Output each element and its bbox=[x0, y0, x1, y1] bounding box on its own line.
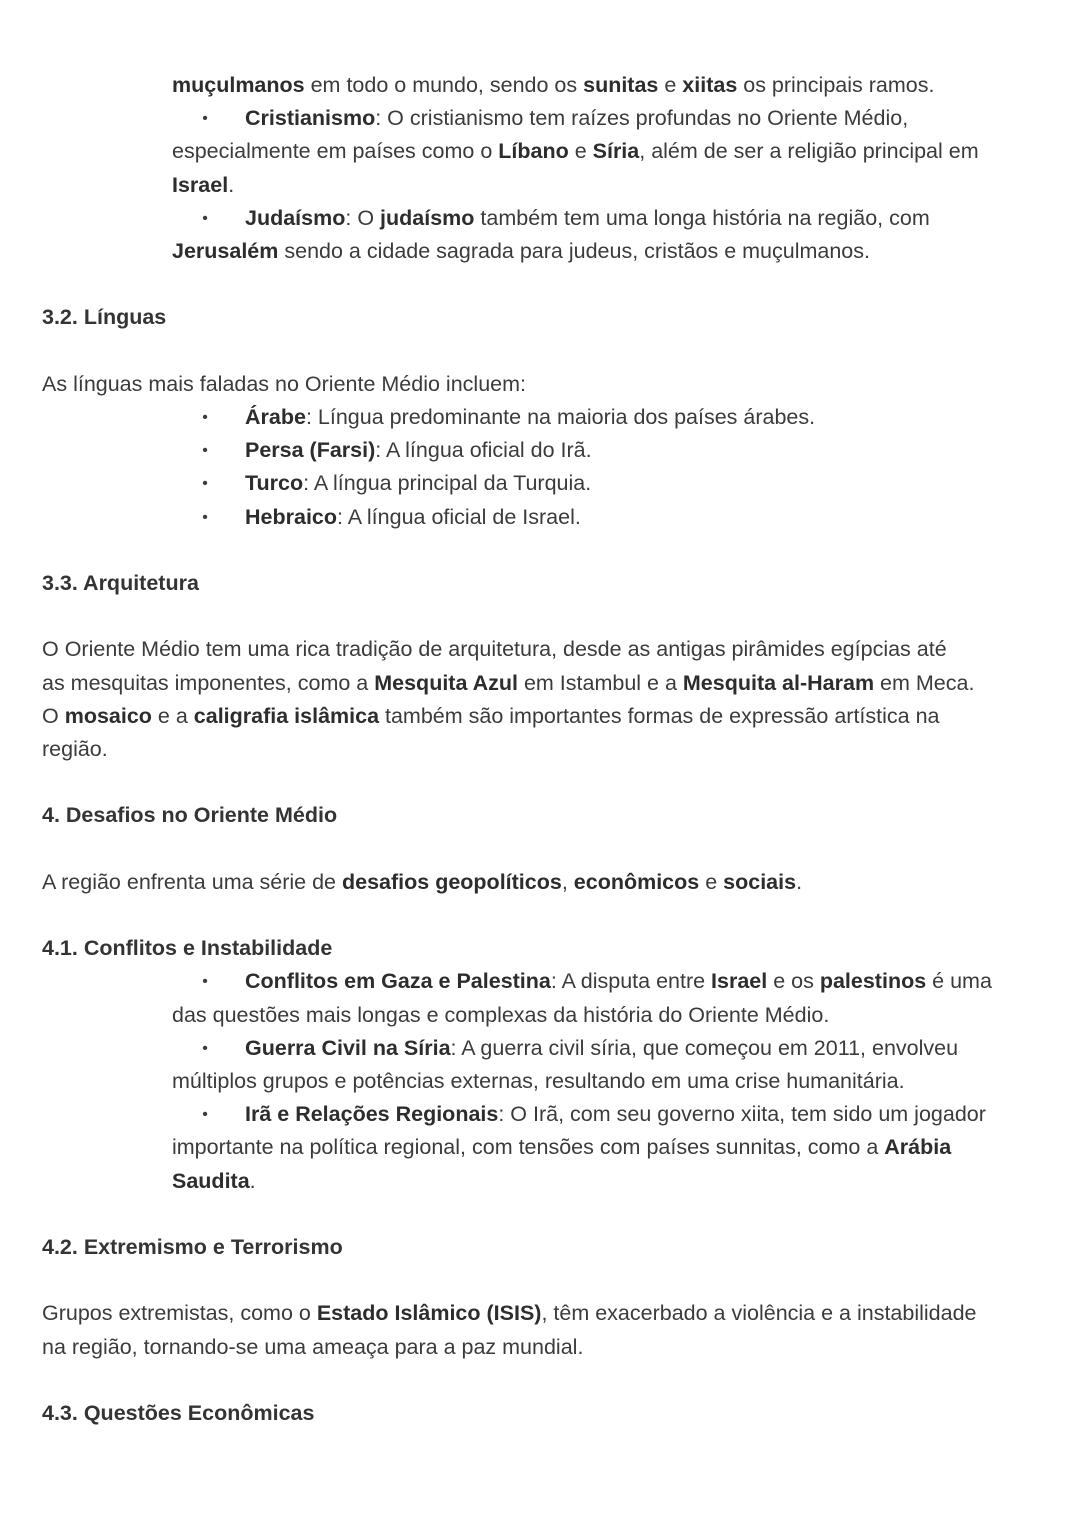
paragraph-line bbox=[42, 733, 1038, 766]
text-run: e bbox=[568, 139, 593, 164]
bullet-icon: • bbox=[202, 508, 208, 526]
text-run: : O bbox=[345, 205, 381, 230]
bullet-icon: • bbox=[202, 973, 208, 991]
bold-term: Síria bbox=[592, 139, 640, 164]
religion-line-continuation bbox=[42, 69, 1038, 102]
bold-term: Mesquita al-Haram bbox=[682, 670, 875, 695]
languages-intro: As línguas mais faladas no Oriente Médio incluem: bbox=[42, 371, 526, 396]
paragraph-line bbox=[42, 1331, 1038, 1364]
text-run: também tem uma longa história na região, com bbox=[474, 205, 930, 230]
religion-section-tail bbox=[42, 69, 1038, 268]
list-item bbox=[42, 102, 1038, 202]
list-item-language bbox=[42, 401, 1038, 434]
list-item-language bbox=[42, 501, 1038, 534]
language-term: Turco bbox=[245, 471, 304, 496]
bold-term: Cristianismo bbox=[245, 106, 376, 131]
bold-term: sociais bbox=[723, 869, 797, 894]
list-item-first-line bbox=[172, 102, 1038, 135]
paragraph-line bbox=[42, 700, 1038, 733]
text-run: também são importantes formas de expressão artística na bbox=[379, 703, 940, 728]
architecture-paragraph bbox=[42, 633, 1038, 766]
list-item-continuation bbox=[172, 1131, 1038, 1164]
bold-term: Líbano bbox=[498, 139, 569, 164]
bold-term: xiitas bbox=[682, 73, 738, 97]
text-run: , têm exacerbado a violência e a instabilidade bbox=[541, 1301, 977, 1326]
text-run: , bbox=[561, 869, 574, 894]
bullet-icon: • bbox=[202, 1039, 208, 1057]
text-run: A região enfrenta uma série de bbox=[42, 869, 342, 894]
bold-term: Israel bbox=[172, 172, 229, 197]
bold-term: Judaísmo bbox=[245, 205, 346, 230]
bold-term: Saudita bbox=[172, 1168, 250, 1193]
text-run: O bbox=[42, 703, 65, 728]
bold-term: Irã e Relações Regionais bbox=[245, 1102, 499, 1127]
bullet-icon: • bbox=[202, 442, 208, 460]
language-term: Árabe bbox=[245, 405, 306, 429]
list-item-first-line bbox=[172, 1098, 1038, 1131]
text-run: . bbox=[796, 869, 803, 894]
bold-term: Guerra Civil na Síria bbox=[245, 1035, 451, 1060]
text-run: os principais ramos. bbox=[737, 73, 935, 97]
list-item-continuation bbox=[172, 235, 1038, 268]
bold-term: judaísmo bbox=[380, 205, 475, 230]
text-run: . bbox=[249, 1168, 256, 1193]
bullet-icon: • bbox=[202, 409, 208, 426]
bold-term: Estado Islâmico (ISIS) bbox=[316, 1301, 542, 1326]
list-item-continuation bbox=[172, 135, 1038, 168]
text-run: múltiplos grupos e potências externas, resultando em uma crise humanitária. bbox=[172, 1068, 905, 1093]
text-run: Grupos extremistas, como o bbox=[42, 1301, 317, 1326]
challenges-intro bbox=[42, 866, 1038, 899]
bullet-icon: • bbox=[202, 475, 208, 493]
text-run: das questões mais longas e complexas da história do Oriente Médio. bbox=[172, 1002, 830, 1027]
text-run: em Meca. bbox=[874, 670, 975, 695]
conflicts-list bbox=[42, 965, 1038, 1197]
paragraph-line bbox=[42, 667, 1038, 700]
text-run: importante na política regional, com tensões com países sunnitas, como a bbox=[172, 1135, 885, 1160]
text-run: O Oriente Médio tem uma rica tradição de arquitetura, desde as antigas pirâmides egípcias até bbox=[42, 637, 947, 662]
bullet-icon: • bbox=[202, 110, 208, 128]
list-item-continuation bbox=[172, 1065, 1038, 1098]
language-term: Persa (Farsi) bbox=[245, 438, 376, 463]
text-run: : A disputa entre bbox=[550, 969, 712, 994]
list-item-language bbox=[42, 467, 1038, 500]
text-run: e bbox=[658, 73, 683, 97]
text-run: : A guerra civil síria, que começou em 2011, envolveu bbox=[450, 1035, 959, 1060]
list-item bbox=[42, 202, 1038, 268]
text-run: . bbox=[228, 172, 235, 197]
bullet-icon: • bbox=[202, 209, 208, 227]
bullet-icon: • bbox=[202, 1106, 208, 1124]
section-heading-extremism: 4.2. Extremismo e Terrorismo bbox=[42, 1234, 343, 1259]
text-run: e a bbox=[151, 703, 194, 728]
text-run: especialmente em países como o bbox=[172, 139, 499, 164]
list-item-continuation bbox=[172, 999, 1038, 1032]
bold-term: caligrafia islâmica bbox=[193, 703, 380, 728]
text-run: : O cristianismo tem raízes profundas no Oriente Médio, bbox=[375, 106, 909, 131]
text-run: e bbox=[699, 869, 724, 894]
text-run: as mesquitas imponentes, como a bbox=[42, 670, 375, 695]
text-run: sendo a cidade sagrada para judeus, cristãos e muçulmanos. bbox=[278, 239, 870, 264]
text-run: : O Irã, com seu governo xiita, tem sido um jogador bbox=[498, 1102, 986, 1127]
paragraph-line bbox=[42, 633, 1038, 666]
bold-term: Mesquita Azul bbox=[374, 670, 518, 695]
text-run: é uma bbox=[926, 969, 992, 994]
list-item-first-line bbox=[172, 965, 1038, 998]
paragraph-line bbox=[42, 1297, 1038, 1330]
list-item-continuation bbox=[172, 1165, 1038, 1198]
languages-list bbox=[42, 401, 1038, 534]
list-item-continuation bbox=[172, 169, 1038, 202]
bold-term: Israel bbox=[711, 969, 768, 994]
bold-term: palestinos bbox=[819, 969, 927, 994]
section-heading-conflicts: 4.1. Conflitos e Instabilidade bbox=[42, 936, 333, 961]
language-desc: : A língua oficial do Irã. bbox=[375, 438, 592, 463]
text-run: em todo o mundo, sendo os bbox=[304, 73, 584, 97]
list-item-first-line bbox=[172, 202, 1038, 235]
section-heading-economics: 4.3. Questões Econômicas bbox=[42, 1400, 315, 1425]
language-term: Hebraico bbox=[245, 504, 338, 529]
list-item-first-line bbox=[172, 1032, 1038, 1065]
bold-term: desafios geopolíticos bbox=[342, 869, 562, 894]
bold-term: Conflitos em Gaza e Palestina bbox=[245, 969, 551, 994]
rich-line bbox=[172, 69, 1038, 102]
bold-term: mosaico bbox=[64, 703, 152, 728]
extremism-paragraph bbox=[42, 1297, 1038, 1363]
bold-term: Jerusalém bbox=[172, 239, 279, 264]
list-item-language bbox=[42, 434, 1038, 467]
language-desc: : Língua predominante na maioria dos países árabes. bbox=[305, 405, 816, 429]
text-run: , além de ser a religião principal em bbox=[639, 139, 979, 164]
section-heading-challenges: 4. Desafios no Oriente Médio bbox=[42, 803, 338, 828]
text-run: região. bbox=[42, 737, 108, 761]
bold-term: sunitas bbox=[583, 73, 659, 97]
language-desc: : A língua oficial de Israel. bbox=[337, 504, 581, 529]
bold-term: Arábia bbox=[884, 1135, 952, 1160]
section-heading-languages: 3.2. Línguas bbox=[42, 305, 167, 330]
text-run: na região, tornando-se uma ameaça para a paz mundial. bbox=[42, 1334, 584, 1359]
list-item bbox=[42, 1098, 1038, 1198]
bold-term: econômicos bbox=[573, 869, 700, 894]
list-item bbox=[42, 965, 1038, 1031]
religion-list bbox=[42, 102, 1038, 268]
section-heading-architecture: 3.3. Arquitetura bbox=[42, 571, 199, 595]
language-desc: : A língua principal da Turquia. bbox=[303, 471, 592, 496]
text-run: e os bbox=[767, 969, 820, 994]
list-item bbox=[42, 1032, 1038, 1098]
text-run: em Istambul e a bbox=[517, 670, 683, 695]
bold-term: muçulmanos bbox=[172, 73, 305, 97]
